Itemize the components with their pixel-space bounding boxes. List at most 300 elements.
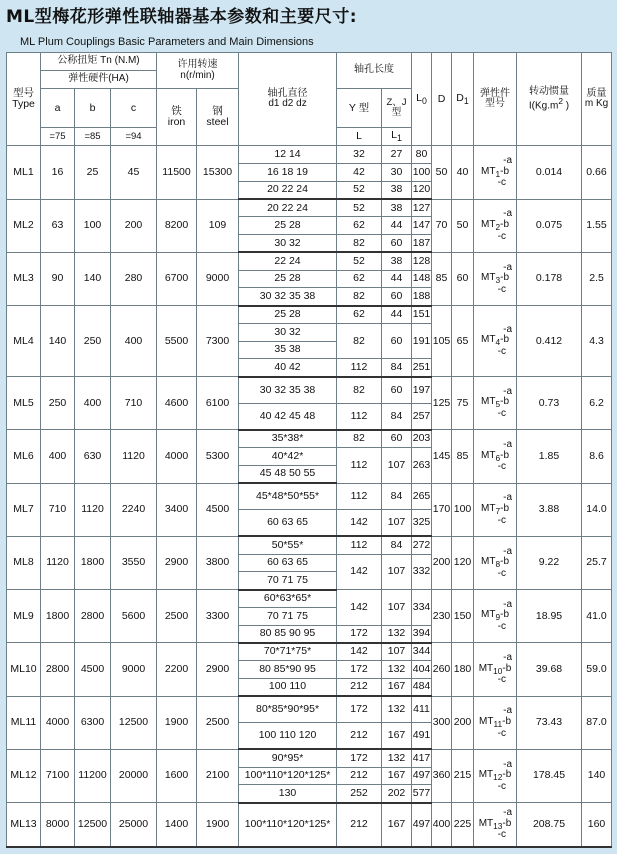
cell-mass: 2.5	[582, 252, 612, 305]
cell-speed-iron: 5500	[157, 306, 197, 377]
cell-speed-steel: 1900	[197, 803, 239, 847]
table-row	[7, 749, 612, 767]
cell-torque-a: 4000	[41, 696, 75, 749]
header-iron	[157, 89, 197, 146]
cell-mass: 41.0	[582, 590, 612, 643]
cell-l0: 577	[412, 785, 432, 803]
cell-inertia: 0.075	[517, 199, 582, 252]
header-speed-unit: n(r/min)	[180, 69, 215, 81]
cell-torque-b: 140	[75, 252, 111, 305]
cell-bore-diameter: 90*95*	[239, 749, 337, 767]
cell-torque-c: 9000	[111, 643, 157, 696]
cell-zj-length: 38	[382, 199, 412, 217]
cell-speed-steel: 2500	[197, 696, 239, 749]
cell-speed-iron: 4600	[157, 377, 197, 430]
header-zj-line1: Z、J	[386, 97, 407, 109]
cell-bore-diameter: 70*71*75*	[239, 643, 337, 661]
cell-zj-length: 60	[382, 430, 412, 448]
cell-zj-length: 107	[382, 510, 412, 537]
cell-bore-diameter: 25 28	[239, 217, 337, 235]
cell-d1: 100	[452, 483, 474, 536]
mt-subscript: 5	[495, 399, 501, 410]
cell-bore-diameter: 22 24	[239, 252, 337, 270]
cell-torque-a: 140	[41, 306, 75, 377]
cell-inertia: 73.43	[517, 696, 582, 749]
mt-line-b	[474, 451, 516, 463]
cell-speed-steel: 2100	[197, 749, 239, 802]
header-iron-zh: 铁	[171, 105, 182, 118]
cell-d1: 75	[452, 377, 474, 430]
mt-subscript: 9	[495, 612, 501, 623]
cell-bore-diameter: 60 63 65	[239, 554, 337, 572]
cell-torque-c: 710	[111, 377, 157, 430]
mt-line-c: -c	[497, 461, 507, 473]
cell-bore-diameter: 25 28	[239, 270, 337, 288]
header-l0	[412, 53, 432, 146]
cell-zj-length: 44	[382, 306, 412, 324]
cell-speed-iron: 1600	[157, 749, 197, 802]
cell-mass: 25.7	[582, 536, 612, 589]
cell-d: 85	[432, 252, 452, 305]
mt-suffix-b: -b	[502, 817, 512, 829]
cell-zj-length: 38	[382, 252, 412, 270]
mt-line-c: -c	[497, 230, 507, 242]
mt-subscript: 1	[495, 168, 501, 179]
mt-subscript: 10	[493, 665, 503, 676]
header-l0-sub: 0	[422, 95, 427, 106]
cell-speed-iron: 2900	[157, 536, 197, 589]
cell-speed-steel: 2900	[197, 643, 239, 696]
table-row	[7, 696, 612, 723]
cell-y-length: 112	[337, 403, 382, 430]
cell-y-length: 212	[337, 723, 382, 750]
cell-l0: 417	[412, 749, 432, 767]
cell-l0: 272	[412, 536, 432, 554]
mt-suffix-b: -b	[500, 396, 510, 408]
header-l1	[382, 127, 412, 145]
cell-speed-iron: 3400	[157, 483, 197, 536]
cell-zj-length: 84	[382, 403, 412, 430]
mt-line-a: -a	[503, 261, 513, 273]
cell-l0: 251	[412, 359, 432, 377]
table-row	[7, 536, 612, 554]
mt-prefix: MT	[481, 502, 496, 514]
cell-torque-c: 5600	[111, 590, 157, 643]
cell-torque-c: 280	[111, 252, 157, 305]
cell-l0: 491	[412, 723, 432, 750]
cell-elastic-model	[474, 146, 517, 199]
cell-l0: 344	[412, 643, 432, 661]
mt-line-b	[474, 335, 516, 347]
cell-speed-steel: 3300	[197, 590, 239, 643]
cell-d1: 40	[452, 146, 474, 199]
cell-l0: 404	[412, 661, 432, 679]
cell-mass: 6.2	[582, 377, 612, 430]
cell-torque-b: 250	[75, 306, 111, 377]
cell-zj-length: 60	[382, 377, 412, 404]
cell-d1: 120	[452, 536, 474, 589]
cell-torque-b: 25	[75, 146, 111, 199]
cell-y-length: 142	[337, 554, 382, 590]
header-speed	[157, 53, 239, 89]
cell-type: ML12	[7, 749, 41, 802]
cell-l0: 394	[412, 625, 432, 643]
cell-type: ML6	[7, 430, 41, 483]
cell-mass: 160	[582, 803, 612, 847]
cell-torque-b: 11200	[75, 749, 111, 802]
cell-torque-b: 630	[75, 430, 111, 483]
cell-bore-diameter: 100*110*120*125*	[239, 803, 337, 847]
cell-zj-length: 84	[382, 483, 412, 510]
cell-type: ML3	[7, 252, 41, 305]
mt-line-c: -c	[497, 514, 507, 526]
cell-speed-steel: 109	[197, 199, 239, 252]
cell-l0: 484	[412, 678, 432, 696]
cell-mass: 4.3	[582, 306, 612, 377]
cell-l0: 497	[412, 803, 432, 847]
cell-bore-diameter: 50*55*	[239, 536, 337, 554]
cell-l0: 120	[412, 181, 432, 199]
cell-l0: 187	[412, 235, 432, 253]
cell-d: 145	[432, 430, 452, 483]
cell-bore-diameter: 70 71 75	[239, 572, 337, 590]
cell-mass: 87.0	[582, 696, 612, 749]
cell-y-length: 52	[337, 252, 382, 270]
mt-line-c: -c	[497, 283, 507, 295]
cell-torque-a: 1800	[41, 590, 75, 643]
cell-bore-diameter: 30 32 35 38	[239, 377, 337, 404]
cell-l0: 411	[412, 696, 432, 723]
cell-bore-diameter: 25 28	[239, 306, 337, 324]
mt-prefix: MT	[481, 449, 496, 461]
mt-prefix: MT	[478, 769, 494, 781]
cell-inertia: 208.75	[517, 803, 582, 847]
cell-elastic-model	[474, 536, 517, 589]
cell-type: ML9	[7, 590, 41, 643]
cell-y-length: 142	[337, 590, 382, 626]
cell-bore-diameter: 35 38	[239, 341, 337, 359]
header-row-1	[7, 53, 612, 71]
cell-inertia: 9.22	[517, 536, 582, 589]
mt-subscript: 2	[495, 221, 501, 232]
cell-speed-iron: 1900	[157, 696, 197, 749]
cell-y-length: 172	[337, 696, 382, 723]
mt-suffix-b: -b	[500, 218, 510, 230]
cell-torque-a: 16	[41, 146, 75, 199]
cell-type: ML1	[7, 146, 41, 199]
cell-zj-length: 27	[382, 146, 412, 164]
mt-line-a: -a	[503, 385, 513, 397]
cell-bore-diameter: 45*48*50*55*	[239, 483, 337, 510]
cell-y-length: 142	[337, 643, 382, 661]
cell-type: ML13	[7, 803, 41, 847]
cell-l0: 128	[412, 252, 432, 270]
cell-y-length: 172	[337, 749, 382, 767]
header-col-a: a	[41, 89, 75, 128]
header-inertia	[517, 53, 582, 146]
cell-mass: 8.6	[582, 430, 612, 483]
cell-torque-a: 7100	[41, 749, 75, 802]
mt-prefix: MT	[478, 662, 494, 674]
mt-line-a: -a	[503, 323, 513, 335]
cell-y-length: 62	[337, 217, 382, 235]
cell-y-length: 42	[337, 164, 382, 182]
mt-line-c: -c	[497, 567, 507, 579]
cell-bore-diameter: 60*63*65*	[239, 590, 337, 608]
cell-d1: 65	[452, 306, 474, 377]
cell-y-length: 82	[337, 377, 382, 404]
cell-type: ML2	[7, 199, 41, 252]
cell-type: ML10	[7, 643, 41, 696]
mt-prefix: MT	[481, 218, 496, 230]
cell-mass: 140	[582, 749, 612, 802]
cell-zj-length: 30	[382, 164, 412, 182]
cell-d: 360	[432, 749, 452, 802]
header-mass-zh: 质量	[586, 87, 607, 99]
table-row	[7, 803, 612, 847]
mt-prefix: MT	[481, 165, 496, 177]
mt-line-a: -a	[503, 208, 513, 220]
cell-y-length: 52	[337, 181, 382, 199]
header-inertia-post: )	[563, 100, 570, 112]
cell-bore-diameter: 80*85*90*95*	[239, 696, 337, 723]
mt-line-a: -a	[503, 705, 513, 717]
mt-line-b	[474, 167, 516, 179]
cell-y-length: 172	[337, 625, 382, 643]
cell-d: 200	[432, 536, 452, 589]
mt-line-a: -a	[503, 807, 513, 819]
cell-bore-diameter: 45 48 50 55	[239, 465, 337, 483]
cell-type: ML7	[7, 483, 41, 536]
cell-type: ML4	[7, 306, 41, 377]
header-elastic-zh2: 型号	[485, 98, 506, 110]
cell-zj-length: 132	[382, 749, 412, 767]
cell-y-length: 112	[337, 536, 382, 554]
page-title: ML型梅花形弹性联轴器基本参数和主要尺寸:	[6, 7, 358, 27]
cell-l0: 265	[412, 483, 432, 510]
cell-torque-c: 1120	[111, 430, 157, 483]
header-torque: 公称扭矩 Tn (N.M)	[41, 53, 157, 71]
table-row	[7, 199, 612, 217]
cell-l0: 203	[412, 430, 432, 448]
mt-subscript: 11	[493, 718, 503, 729]
cell-elastic-model	[474, 696, 517, 749]
cell-torque-a: 250	[41, 377, 75, 430]
table-row	[7, 643, 612, 661]
cell-torque-c: 12500	[111, 696, 157, 749]
cell-l0: 325	[412, 510, 432, 537]
mt-prefix: MT	[478, 817, 494, 829]
cell-speed-steel: 3800	[197, 536, 239, 589]
cell-mass: 59.0	[582, 643, 612, 696]
mt-subscript: 4	[495, 337, 501, 348]
mt-line-b	[474, 504, 516, 516]
cell-elastic-model	[474, 749, 517, 802]
mt-line-a: -a	[503, 652, 513, 664]
cell-torque-b: 2800	[75, 590, 111, 643]
cell-torque-c: 3550	[111, 536, 157, 589]
mt-line-b	[474, 557, 516, 569]
cell-bore-diameter: 40 42	[239, 359, 337, 377]
cell-zj-length: 107	[382, 590, 412, 626]
cell-torque-a: 63	[41, 199, 75, 252]
cell-bore-diameter: 12 14	[239, 146, 337, 164]
header-d1-sym: D	[456, 91, 464, 104]
cell-torque-a: 90	[41, 252, 75, 305]
header-type-en: Type	[12, 98, 35, 111]
cell-inertia: 0.412	[517, 306, 582, 377]
cell-speed-steel: 15300	[197, 146, 239, 199]
cell-bore-diameter: 80 85*90 95	[239, 661, 337, 679]
cell-bore-diameter: 100*110*120*125*	[239, 767, 337, 785]
mt-line-b	[474, 819, 516, 831]
mt-suffix-b: -b	[500, 609, 510, 621]
cell-mass: 1.55	[582, 199, 612, 252]
cell-d1: 215	[452, 749, 474, 802]
header-iron-en: iron	[167, 116, 186, 129]
cell-y-length: 62	[337, 270, 382, 288]
cell-y-length: 252	[337, 785, 382, 803]
page-subtitle: ML Plum Couplings Basic Parameters and Main Dimensions	[20, 36, 314, 48]
mt-prefix: MT	[479, 715, 494, 727]
header-elastic-zh1: 弹性件	[480, 87, 511, 99]
mt-line-c: -c	[497, 829, 507, 841]
cell-torque-b: 12500	[75, 803, 111, 847]
cell-torque-c: 200	[111, 199, 157, 252]
cell-l0: 151	[412, 306, 432, 324]
cell-torque-b: 1800	[75, 536, 111, 589]
cell-bore-diameter: 80 85 90 95	[239, 625, 337, 643]
cell-bore-diameter: 40*42*	[239, 448, 337, 466]
cell-speed-iron: 2500	[157, 590, 197, 643]
cell-l0: 332	[412, 554, 432, 590]
cell-speed-steel: 4500	[197, 483, 239, 536]
mt-line-b	[474, 273, 516, 285]
header-l1-sub: 1	[397, 133, 402, 144]
mt-subscript: 3	[495, 275, 501, 286]
cell-y-length: 82	[337, 323, 382, 359]
mt-subscript: 6	[495, 452, 501, 463]
cell-elastic-model	[474, 643, 517, 696]
cell-l0: 497	[412, 767, 432, 785]
cell-l0: 334	[412, 590, 432, 626]
mt-prefix: MT	[481, 556, 496, 568]
table-row	[7, 146, 612, 164]
header-inertia-pre: I(Kg.m	[528, 100, 559, 112]
cell-zj-length: 132	[382, 661, 412, 679]
mt-line-c: -c	[497, 621, 507, 633]
cell-l0: 263	[412, 448, 432, 484]
cell-torque-c: 20000	[111, 749, 157, 802]
cell-speed-iron: 1400	[157, 803, 197, 847]
cell-y-length: 82	[337, 430, 382, 448]
mt-line-a: -a	[503, 598, 513, 610]
cell-d1: 180	[452, 643, 474, 696]
table-row	[7, 430, 612, 448]
cell-l0: 188	[412, 288, 432, 306]
cell-y-length: 32	[337, 146, 382, 164]
cell-torque-b: 1120	[75, 483, 111, 536]
cell-bore-diameter: 35*38*	[239, 430, 337, 448]
cell-elastic-model	[474, 590, 517, 643]
mt-line-c: -c	[497, 674, 507, 686]
cell-torque-b: 400	[75, 377, 111, 430]
cell-y-length: 112	[337, 359, 382, 377]
cell-d1: 225	[452, 803, 474, 847]
cell-type: ML11	[7, 696, 41, 749]
cell-elastic-model	[474, 483, 517, 536]
cell-bore-diameter: 16 18 19	[239, 164, 337, 182]
mt-subscript: 13	[493, 820, 503, 831]
cell-zj-length: 167	[382, 723, 412, 750]
cell-l0: 147	[412, 217, 432, 235]
mt-line-b	[474, 770, 516, 782]
cell-d: 300	[432, 696, 452, 749]
cell-d: 125	[432, 377, 452, 430]
mt-prefix: MT	[481, 334, 496, 346]
cell-zj-length: 38	[382, 181, 412, 199]
cell-mass: 14.0	[582, 483, 612, 536]
header-d1-sub: 1	[463, 95, 469, 106]
cell-torque-c: 45	[111, 146, 157, 199]
cell-y-length: 212	[337, 803, 382, 847]
header-l0-sym: L	[416, 91, 422, 104]
cell-torque-b: 4500	[75, 643, 111, 696]
header-l: L	[337, 127, 382, 145]
table-row	[7, 252, 612, 270]
cell-torque-c: 400	[111, 306, 157, 377]
header-zj-type	[382, 89, 412, 128]
cell-y-length: 82	[337, 288, 382, 306]
cell-y-length: 212	[337, 767, 382, 785]
cell-speed-steel: 7300	[197, 306, 239, 377]
mt-line-a: -a	[503, 545, 513, 557]
cell-d: 230	[432, 590, 452, 643]
cell-d: 260	[432, 643, 452, 696]
cell-elastic-model	[474, 430, 517, 483]
cell-torque-c: 25000	[111, 803, 157, 847]
mt-suffix-b: -b	[500, 165, 510, 177]
header-mass	[582, 53, 612, 146]
cell-bore-diameter: 30 32 35 38	[239, 288, 337, 306]
cell-y-length: 172	[337, 661, 382, 679]
cell-torque-a: 2800	[41, 643, 75, 696]
cell-speed-iron: 6700	[157, 252, 197, 305]
header-bore-zh: 轴孔直径	[267, 87, 308, 99]
header-elastic	[474, 53, 517, 146]
cell-y-length: 62	[337, 306, 382, 324]
cell-l0: 127	[412, 199, 432, 217]
mt-line-c: -c	[497, 780, 507, 792]
spec-table	[6, 52, 612, 848]
table-row	[7, 377, 612, 404]
header-y-type: Y 型	[337, 89, 382, 128]
cell-zj-length: 107	[382, 448, 412, 484]
mt-suffix-b: -b	[500, 272, 510, 284]
mt-prefix: MT	[481, 609, 496, 621]
cell-inertia: 0.73	[517, 377, 582, 430]
cell-type: ML8	[7, 536, 41, 589]
header-mass-en: m Kg	[584, 98, 609, 110]
mt-subscript: 12	[493, 772, 503, 783]
cell-bore-diameter: 130	[239, 785, 337, 803]
cell-d: 70	[432, 199, 452, 252]
cell-d1: 60	[452, 252, 474, 305]
header-l1-sym: L	[391, 128, 397, 141]
cell-inertia: 178.45	[517, 749, 582, 802]
cell-d: 170	[432, 483, 452, 536]
cell-type: ML5	[7, 377, 41, 430]
